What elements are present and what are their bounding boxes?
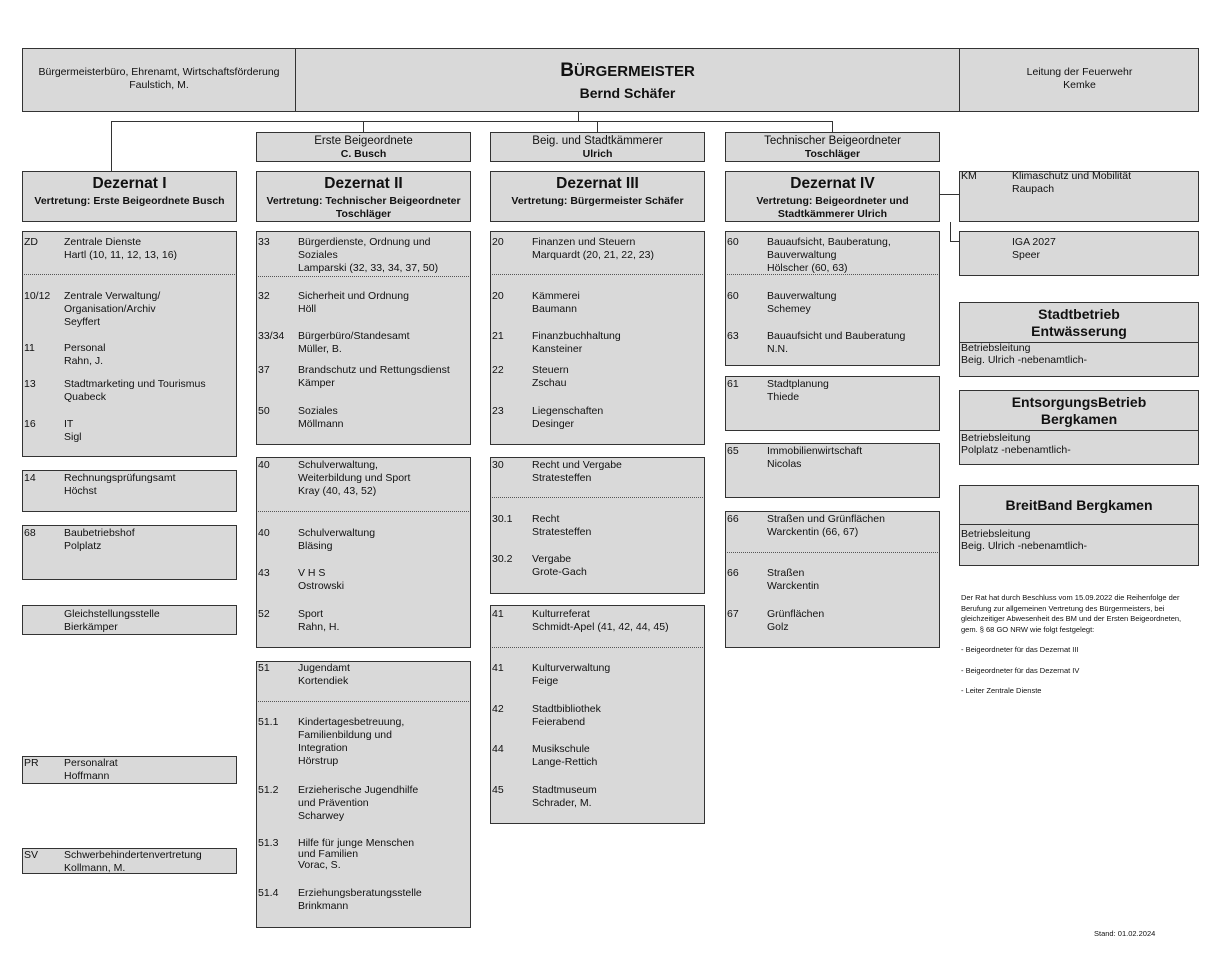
unit-head: Sigl [64, 431, 82, 443]
unit-head: Müller, B. [298, 343, 342, 355]
unit-title: Stadtbibliothek [532, 703, 601, 715]
unit-head: Speer [1012, 249, 1041, 261]
dezernat-2-header [256, 171, 471, 222]
unit-head: Kollmann, M. [64, 862, 126, 874]
unit-code: 60 [727, 290, 739, 302]
beig-title: Technischer Beigeordneter [764, 135, 901, 147]
unit-title: und Prävention [298, 797, 369, 809]
note-line: Berufung zur allgemeinen Vertretung des Bürgermeisters, bei [961, 603, 1165, 613]
unit-title: Finanzen und Steuern [532, 236, 636, 248]
unit-title: Liegenschaften [532, 405, 604, 417]
unit-title: Bauaufsicht und Bauberatung [767, 330, 906, 342]
unit-head: Hölscher (60, 63) [767, 262, 848, 274]
unit-title: Familienbildung und [298, 729, 392, 741]
entsorgungsbetrieb-leitung [961, 432, 1071, 456]
unit-title: Soziales [298, 249, 338, 261]
unit-code: 50 [258, 405, 270, 417]
unit-head: Hörstrup [298, 755, 339, 767]
unit-code: 11 [24, 342, 35, 354]
unit-head: Hoffmann [64, 770, 110, 782]
unit-code: 43 [258, 567, 270, 579]
unit-code: 41 [492, 662, 504, 674]
unit-head: Raupach [1012, 183, 1055, 195]
unit-title: Straßen und Grünflächen [767, 513, 885, 525]
unit-code: 32 [258, 290, 270, 302]
unit-title: IT [64, 418, 74, 430]
unit-head: Feige [532, 675, 559, 687]
unit-head: Polplatz [64, 540, 102, 552]
buergermeisterbuero-box [23, 66, 295, 92]
unit-head: Marquardt (20, 21, 22, 23) [532, 249, 654, 261]
unit-title: Baubetriebshof [64, 527, 135, 539]
unit-head: Ostrowski [298, 580, 345, 592]
leitung-label: Betriebsleitung [961, 528, 1031, 540]
unit-head: Vorac, S. [298, 859, 341, 871]
breitband-title: BreitBand Bergkamen [1005, 497, 1153, 513]
unit-head: Golz [767, 621, 789, 633]
unit-title: Personal [64, 342, 106, 354]
beig-name: C. Busch [340, 148, 387, 160]
buergermeisterbuero-name: Faulstich, M. [129, 79, 189, 91]
note-bullet: - Beigeordneter für das Dezernat III [961, 645, 1079, 654]
unit-title: Erzieherische Jugendhilfe [298, 784, 419, 796]
note-bullet: - Leiter Zentrale Dienste [961, 686, 1042, 695]
beig-name: Toschläger [804, 148, 861, 160]
unit-title: Erziehungsberatungsstelle [298, 887, 422, 899]
vertretung-note [961, 593, 1223, 697]
unit-head: Scharwey [298, 810, 345, 822]
dezernat-title: Dezernat III [556, 175, 639, 192]
dezernat-vertretung: Vertretung: Erste Beigeordnete Busch [34, 195, 225, 207]
unit-head: Möllmann [298, 418, 344, 430]
unit-head: Höll [298, 303, 317, 315]
unit-title: Bauaufsicht, Bauberatung, [767, 236, 891, 248]
unit-code: 21 [492, 330, 504, 342]
unit-head: Schrader, M. [532, 797, 592, 809]
beigeordnete-busch [256, 132, 471, 162]
note-line: gleichzeitiger Abwesenheit des BM und der Ersten Beigeordneten, [961, 614, 1182, 623]
unit-title: Zentrale Dienste [64, 236, 142, 248]
unit-title: Straßen [767, 567, 805, 579]
unit-head: Lamparski (32, 33, 34, 37, 50) [298, 262, 439, 274]
unit-head: Seyffert [64, 316, 100, 328]
feuerwehr-name: Kemke [1063, 79, 1096, 91]
unit-title: Schulverwaltung [298, 527, 376, 539]
feuerwehr-title: Leitung der Feuerwehr [1026, 66, 1133, 78]
unit-code: 67 [727, 608, 739, 620]
unit-head: Rahn, H. [298, 621, 340, 633]
unit-head: Warckentin [767, 580, 820, 592]
unit-title: Integration [298, 742, 348, 754]
stadtbetrieb-leitung [961, 342, 1087, 366]
unit-head: Schemey [767, 303, 811, 315]
unit-head: Kansteiner [532, 343, 583, 355]
leitung-name: Beig. Ulrich -nebenamtlich- [961, 354, 1088, 366]
unit-title: Musikschule [532, 743, 590, 755]
unit-code: 33/34 [258, 330, 285, 342]
unit-title: Vergabe [532, 553, 572, 565]
unit-head: Lange-Rettich [532, 756, 598, 768]
unit-code: 42 [492, 703, 504, 715]
unit-title: Sicherheit und Ordnung [298, 290, 409, 302]
unit-head: Brinkmann [298, 900, 349, 912]
unit-title: Schwerbehindertenvertretung [64, 849, 202, 861]
breitband-leitung [961, 528, 1087, 552]
unit-code: 51.2 [258, 784, 279, 796]
unit-head: N.N. [767, 343, 788, 355]
unit-head: Quabeck [64, 391, 107, 403]
unit-code: 51.4 [258, 887, 279, 899]
unit-title: Organisation/Archiv [64, 303, 156, 315]
unit-code: 66 [727, 513, 739, 525]
unit-code: 10/12 [24, 290, 51, 302]
unit-title: Bürgerdienste, Ordnung und [298, 236, 431, 248]
unit-title: Finanzbuchhaltung [532, 330, 621, 342]
unit-code: 30 [492, 459, 504, 471]
entsorgungsbetrieb-title-2: Bergkamen [1040, 411, 1118, 427]
unit-title: Bauverwaltung [767, 290, 837, 302]
unit-title: Sport [298, 608, 324, 620]
unit-title: Jugendamt [298, 662, 350, 674]
dezernat-vertretung: Vertretung: Bürgermeister Schäfer [511, 195, 684, 207]
unit-title: IGA 2027 [1012, 236, 1056, 248]
unit-head: Kray (40, 43, 52) [298, 485, 377, 497]
unit-head: Bläsing [298, 540, 333, 552]
unit-code: 51.3 [258, 837, 279, 849]
unit-code: 22 [492, 364, 504, 376]
unit-title: Recht [532, 513, 560, 525]
unit-head: Desinger [532, 418, 575, 430]
unit-title: Immobilienwirtschaft [767, 445, 863, 457]
unit-code: 40 [258, 527, 270, 539]
leitung-label: Betriebsleitung [961, 432, 1031, 444]
note-line: Der Rat hat durch Beschluss vom 15.09.2022 die Reihenfolge der [961, 593, 1180, 602]
unit-code: 51.1 [258, 716, 279, 728]
unit-code: 41 [492, 608, 504, 620]
unit-code: 40 [258, 459, 270, 471]
unit-code: 45 [492, 784, 504, 796]
unit-code: 30.1 [492, 513, 513, 525]
unit-title: Stadtplanung [767, 378, 829, 390]
beig-name: Ulrich [582, 148, 613, 160]
note-line: gem. § 68 GO NRW wie folgt festgelegt: [961, 624, 1095, 634]
unit-title: Soziales [298, 405, 338, 417]
unit-title: Kulturverwaltung [532, 662, 611, 674]
unit-title: Steuern [532, 364, 569, 376]
unit-title: und Familien [298, 848, 359, 860]
dezernat-1-header [22, 171, 237, 222]
unit-code: 20 [492, 290, 504, 302]
buergermeister-name: Bernd Schäfer [579, 85, 676, 101]
unit-head: Stratesteffen [532, 526, 592, 538]
unit-code: 33 [258, 236, 270, 248]
unit-head: Nicolas [767, 458, 802, 470]
unit-title: Weiterbildung und Sport [298, 472, 411, 484]
dezernat-3-header [490, 171, 705, 222]
unit-code: PR [24, 757, 39, 769]
unit-title: Kindertagesbetreuung, [298, 716, 405, 728]
unit-title: Recht und Vergabe [532, 459, 622, 471]
unit-code: 44 [492, 743, 504, 755]
buergermeister-title [296, 60, 959, 84]
unit-code: 37 [258, 364, 270, 376]
entsorgungsbetrieb-title [960, 394, 1198, 428]
unit-code: 52 [258, 608, 270, 620]
unit-code: 30.2 [492, 553, 513, 565]
unit-code: 20 [492, 236, 504, 248]
unit-title: V H S [298, 567, 326, 579]
unit-head: Kämper [298, 377, 335, 389]
unit-title: Grünflächen [767, 608, 825, 620]
feuerwehr-box [960, 66, 1199, 92]
dezernat-vertretung: Vertretung: Technischer Beigeordneter [266, 195, 461, 207]
leitung-label: Betriebsleitung [961, 342, 1031, 354]
unit-title: Gleichstellungsstelle [64, 608, 160, 620]
beigeordneter-ulrich [490, 132, 705, 162]
unit-code: ZD [24, 236, 38, 248]
unit-code: 63 [727, 330, 739, 342]
dezernat-title: Dezernat IV [790, 175, 875, 192]
note-bullet: - Beigeordneter für das Dezernat IV [961, 665, 1080, 675]
dezernat-4-header [725, 171, 940, 222]
buergermeister-box [296, 60, 959, 102]
unit-title: Schulverwaltung, [298, 459, 378, 471]
unit-head: Thiede [767, 391, 800, 403]
unit-head: Grote-Gach [532, 566, 587, 578]
unit-head: Stratesteffen [532, 472, 592, 484]
buergermeister-title-rest: ÜRGERMEISTER [573, 63, 695, 80]
unit-code: 14 [24, 472, 36, 484]
unit-title: Kämmerei [532, 290, 580, 302]
unit-code: 13 [24, 378, 36, 390]
unit-title: Zentrale Verwaltung/ [64, 290, 161, 302]
beig-title: Erste Beigeordnete [314, 135, 413, 147]
unit-title: Klimaschutz und Mobilität [1012, 170, 1132, 182]
unit-title: Bürgerbüro/Standesamt [298, 330, 410, 342]
unit-head: Kortendiek [298, 675, 349, 687]
unit-code: SV [24, 849, 39, 861]
unit-head: Hartl (10, 11, 12, 13, 16) [64, 249, 178, 261]
buergermeisterbuero-title: Bürgermeisterbüro, Ehrenamt, Wirtschaftsförderung [38, 66, 280, 78]
unit-title: Stadtmuseum [532, 784, 597, 796]
entsorgungsbetrieb-title-1: EntsorgungsBetrieb [1011, 394, 1147, 410]
unit-title: Stadtmarketing und Tourismus [64, 378, 206, 390]
unit-head: Schmidt-Apel (41, 42, 44, 45) [532, 621, 669, 633]
dezernat-title: Dezernat II [324, 175, 403, 192]
unit-title: Kulturreferat [532, 608, 590, 620]
dezernat-vertretung-name: Stadtkämmerer Ulrich [777, 208, 888, 220]
stadtbetrieb-title-2: Entwässerung [1031, 323, 1127, 339]
unit-code: 60 [727, 236, 739, 248]
beigeordneter-toschlaeger [725, 132, 940, 162]
unit-head: Feierabend [532, 716, 586, 728]
unit-code: 66 [727, 567, 739, 579]
unit-title: Brandschutz und Rettungsdienst [298, 364, 450, 376]
iga-box [959, 231, 1199, 276]
unit-head: Höchst [64, 485, 97, 497]
unit-code: 68 [24, 527, 36, 539]
unit-title: Hilfe für junge Menschen [298, 837, 415, 849]
unit-code: 51 [258, 662, 270, 674]
unit-code: 23 [492, 405, 504, 417]
buergermeister-title-cap: B [560, 60, 574, 81]
unit-code: 65 [727, 445, 739, 457]
leitung-name: Polplatz -nebenamtlich- [961, 444, 1071, 456]
unit-code: 61 [727, 378, 739, 390]
stand-date: Stand: 01.02.2024 [1094, 929, 1156, 938]
unit-code: KM [961, 170, 977, 182]
stadtbetrieb-title [960, 306, 1198, 340]
dezernat-vertretung: Vertretung: Beigeordneter und [756, 195, 909, 207]
unit-title: Personalrat [64, 757, 118, 769]
unit-head: Baumann [532, 303, 577, 315]
dezernat-title: Dezernat I [92, 175, 167, 192]
beig-title: Beig. und Stadtkämmerer [532, 135, 663, 147]
dezernat-vertretung-name: Toschläger [335, 208, 392, 220]
unit-head: Warckentin (66, 67) [767, 526, 859, 538]
stadtbetrieb-title-1: Stadtbetrieb [1038, 306, 1120, 322]
unit-head: Zschau [532, 377, 567, 389]
unit-title: Bauverwaltung [767, 249, 837, 261]
leitung-name: Beig. Ulrich -nebenamtlich- [961, 540, 1088, 552]
unit-title: Rechnungsprüfungsamt [64, 472, 176, 484]
unit-head: Bierkämper [64, 621, 118, 633]
unit-code: 16 [24, 418, 36, 430]
unit-head: Rahn, J. [64, 355, 104, 367]
